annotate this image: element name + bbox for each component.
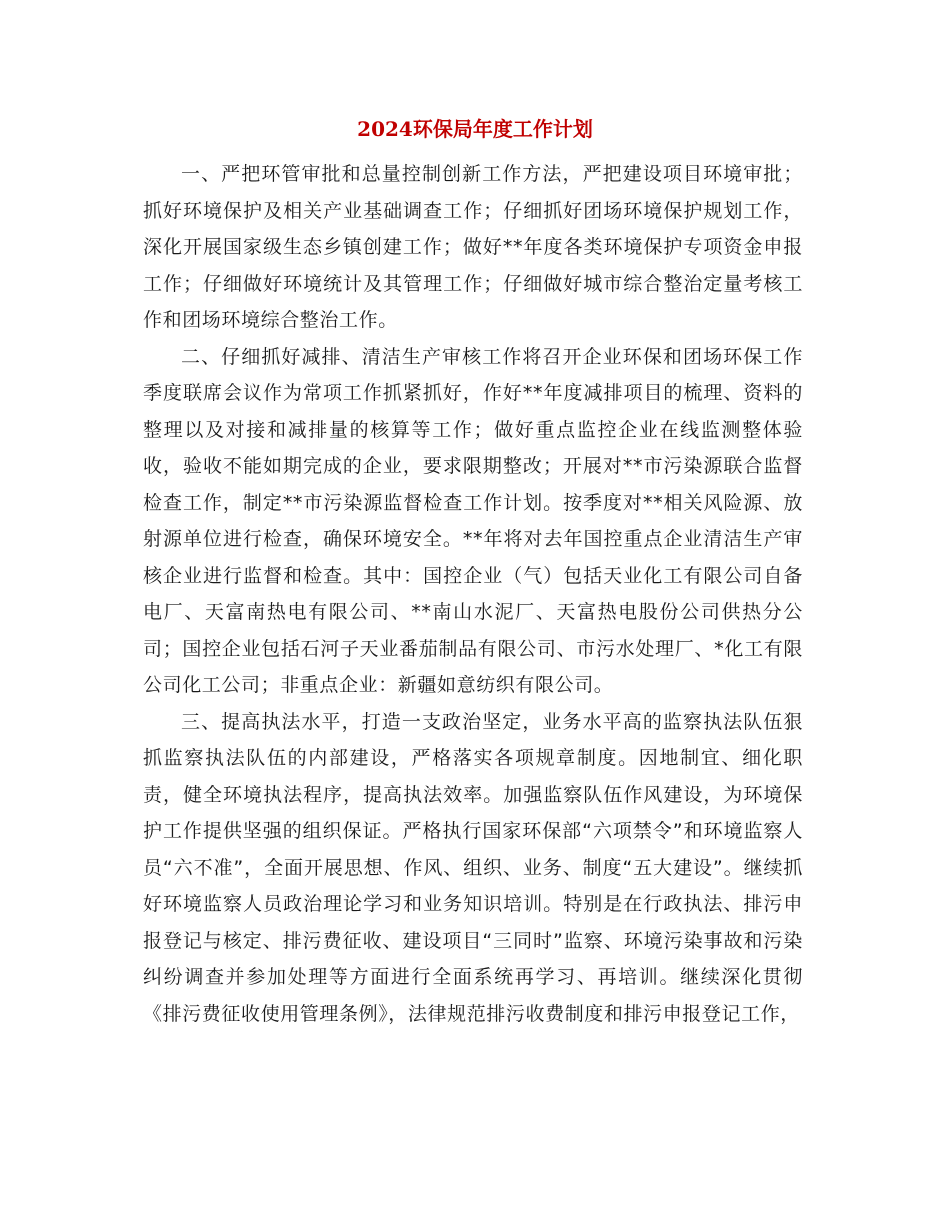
document-title: 2024环保局年度工作计划	[357, 117, 593, 141]
paragraph-1: 一、严把环管审批和总量控制创新工作方法，严把建设项目环境审批；抓好环境保护及相关产业基础调查工作；仔细抓好团场环境保护规划工作，深化开展国家级生态乡镇创建工作；做好**年度各类环境保护专项资金申报工作；仔细做好环境统计及其管理工作；仔细做好城市综合整治定量考核工作和团场环境综合整治工作。	[143, 163, 803, 331]
paragraph-2: 二、仔细抓好减排、清洁生产审核工作将召开企业环保和团场环保工作季度联席会议作为常项工作抓紧抓好，作好**年度减排项目的梳理、资料的整理以及对接和减排量的核算等工作；做好重点监控企业在线监测整体验收，验收不能如期完成的企业，要求限期整改；开展对**市污染源联合监督检查工作，制定**市污染源监督检查工作计划。按季度对**相关风险源、放射源单位进行检查，确保环境安全。**年将对去年国控重点企业清洁生产审核企业进行监督和检查。其中：国控企业（气）包括天业化工有限公司自备电厂、天富南热电有限公司、**南山水泥厂、天富热电股份公司供热分公司；国控企业包括石河子天业番茄制品有限公司、市污水处理厂、*化工有限公司化工公司；非重点企业：新疆如意纺织有限公司。	[143, 345, 803, 696]
paragraph-3: 三、提高执法水平，打造一支政治坚定，业务水平高的监察执法队伍狠抓监察执法队伍的内部建设，严格落实各项规章制度。因地制宜、细化职责，健全环境执法程序，提高执法效率。加强监察队伍作风建设，为环境保护工作提供坚强的组织保证。严格执行国家环保部“六项禁令”和环境监察人员“六不准”，全面开展思想、作风、组织、业务、制度“五大建设”。继续抓好环境监察人员政治理论学习和业务知识培训。特别是在行政执法、排污申报登记与核定、排污费征收、建设项目“三同时”监察、环境污染事故和污染纠纷调查并参加处理等方面进行全面系统再学习、再培训。继续深化贯彻《排污费征收使用管理条例》，法律规范排污收费制度和排污申报登记工作，	[143, 710, 803, 1025]
document-body	[143, 156, 803, 1032]
